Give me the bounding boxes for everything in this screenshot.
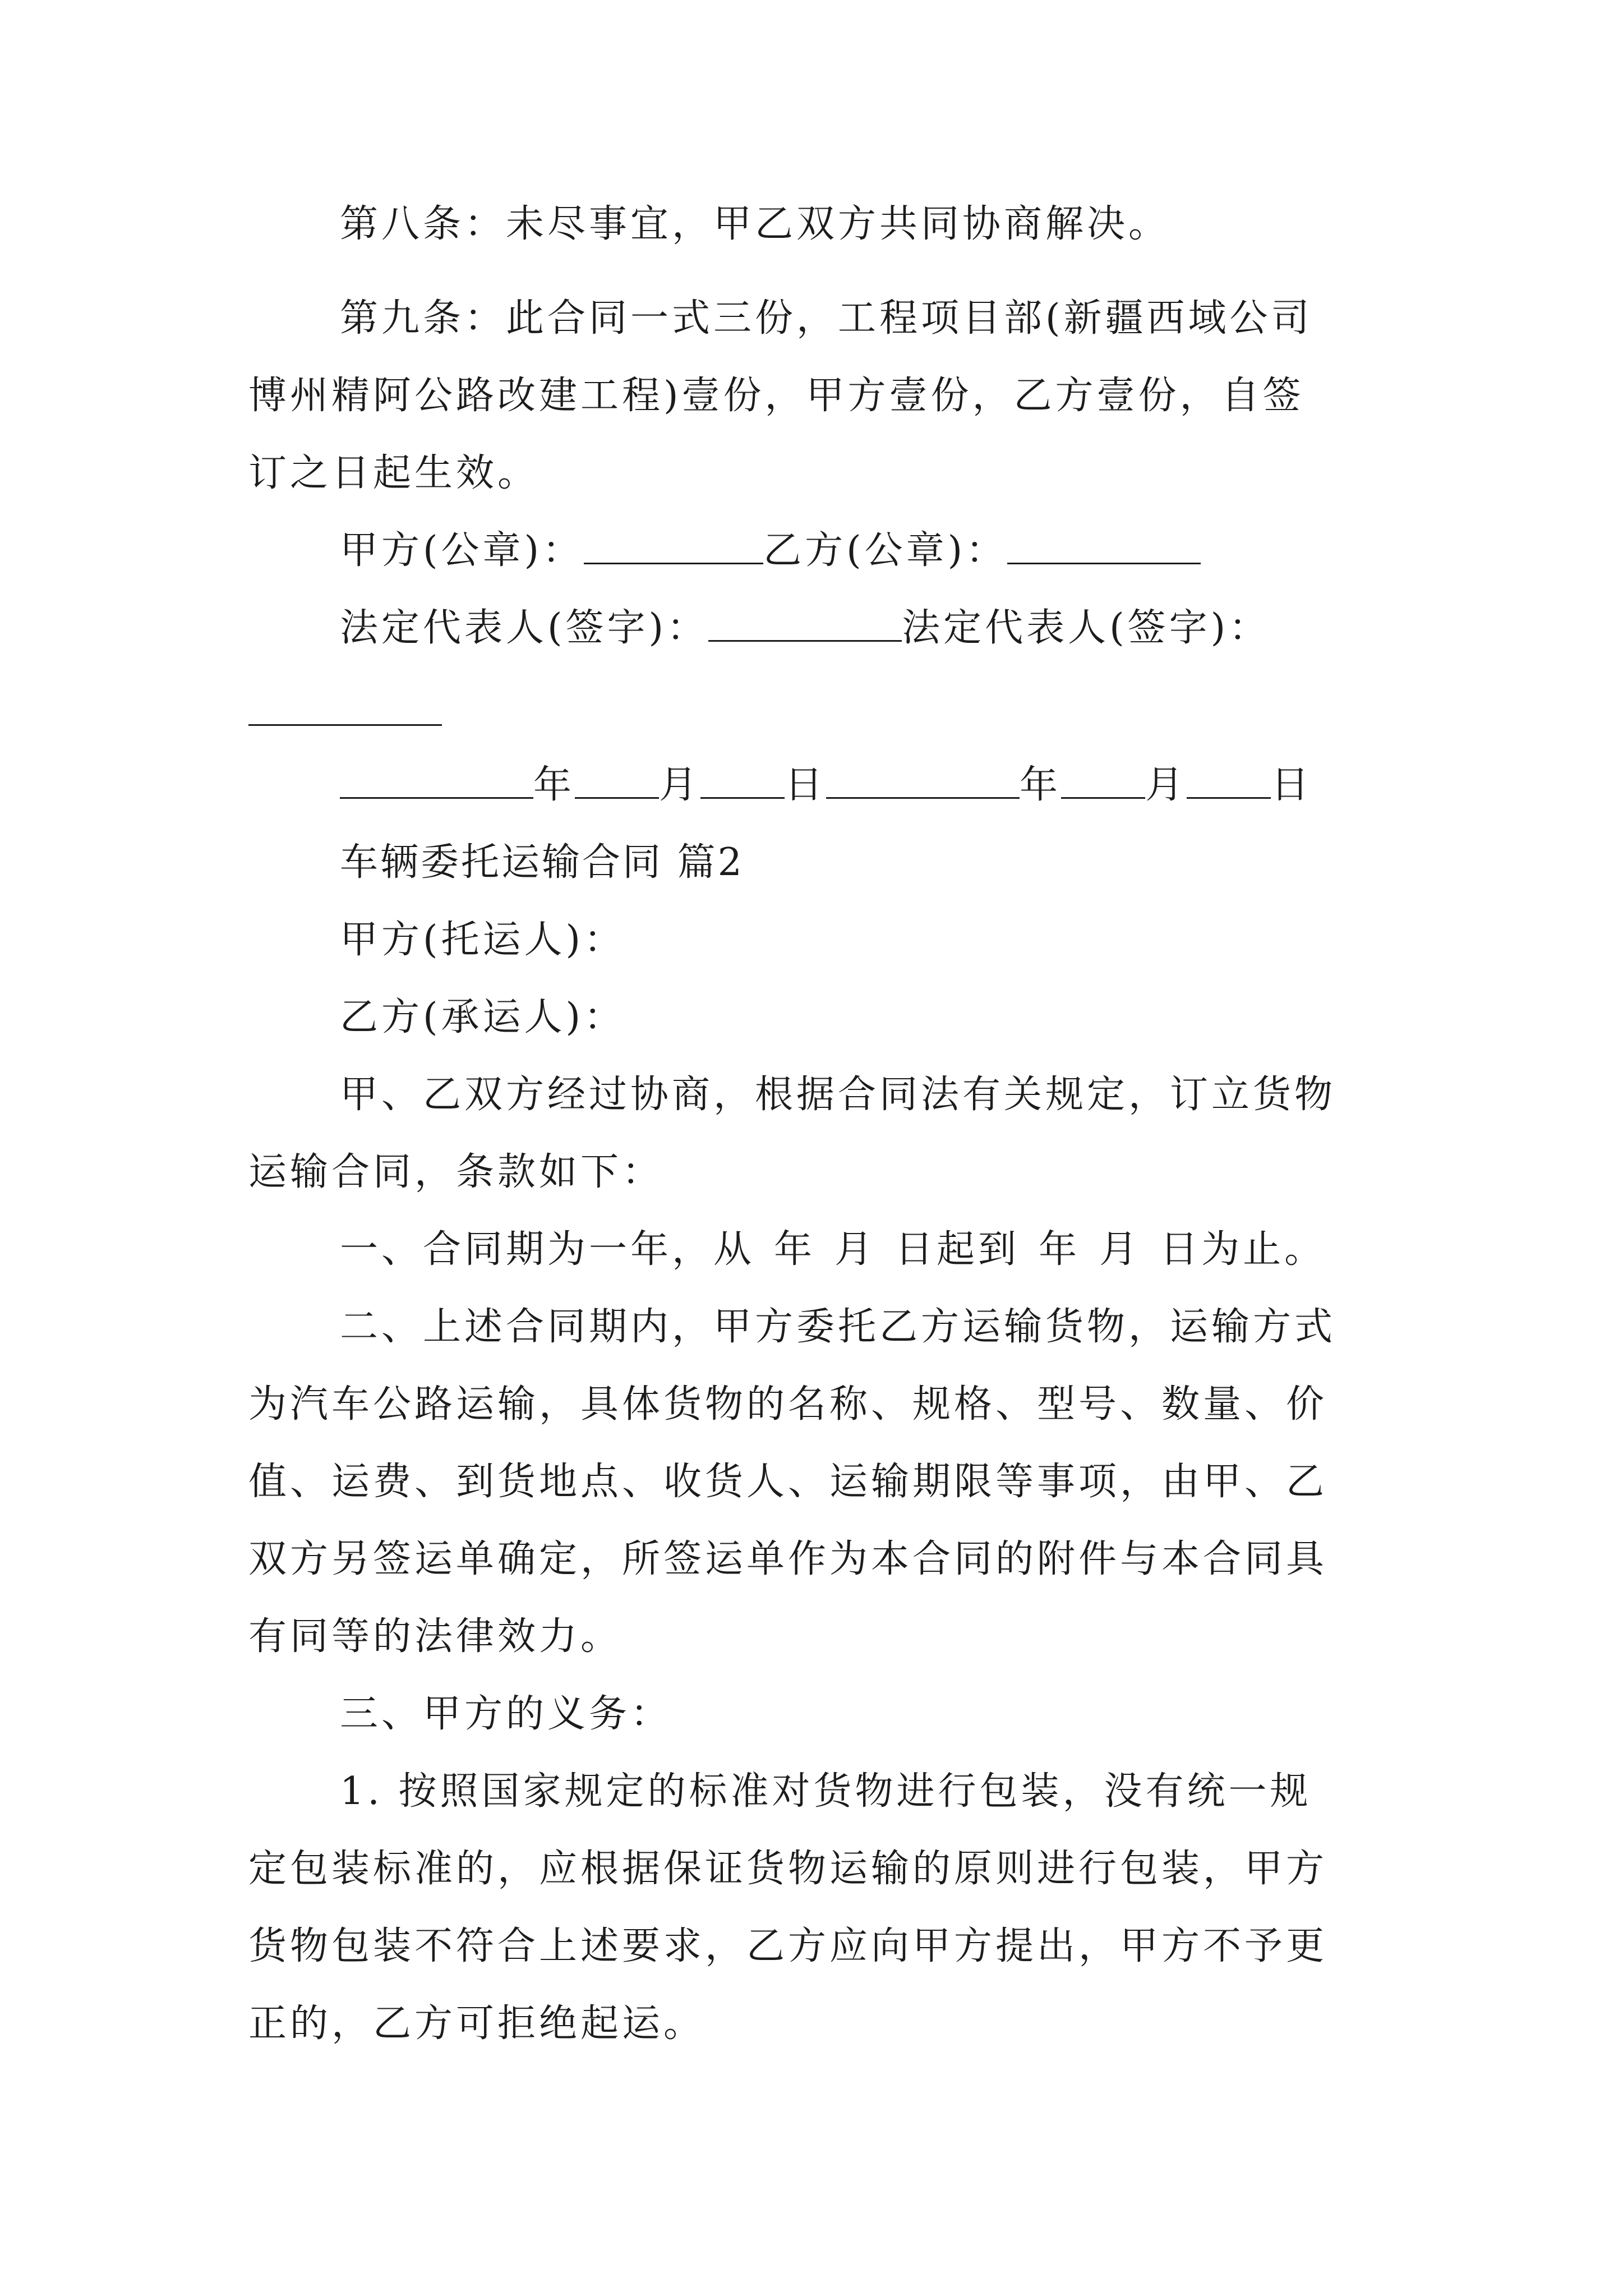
clause-3-1-line-4: 正的，乙方可拒绝起运。: [248, 2001, 706, 2046]
section-title: 车辆委托运输合同 篇2: [340, 840, 744, 885]
date-a-month-blank[interactable]: [575, 763, 659, 799]
clause-1-year-2: 年: [1039, 1227, 1081, 1272]
clause-1-start: 一、合同期为一年，从: [340, 1227, 755, 1272]
rep-signature-a-label: 法定代表人(签字)：: [340, 606, 709, 650]
date-b-year-blank[interactable]: [826, 763, 1020, 799]
date-b-year-label: 年: [1020, 763, 1062, 807]
party-a-label: 甲方(托运人)：: [340, 918, 626, 962]
date-b-month-label: 月: [1145, 763, 1187, 807]
seal-line: [340, 528, 1201, 573]
date-b-month-blank[interactable]: [1061, 763, 1145, 799]
clause-2-line-2: 为汽车公路运输，具体货物的名称、规格、型号、数量、价: [248, 1382, 1328, 1427]
rep-signature-b-blank[interactable]: [248, 724, 442, 726]
clause-1: [340, 1227, 1326, 1272]
seal-party-b-blank[interactable]: [1007, 529, 1201, 564]
rep-signature-a-blank[interactable]: [708, 606, 902, 642]
seal-party-b-label: 乙方(公章)：: [763, 528, 1008, 573]
clause-3-1-line-2: 定包装标准的，应根据保证货物运输的原则进行包装，甲方: [248, 1847, 1328, 1891]
date-line: [340, 763, 1312, 808]
clause-1-end: 日为止。: [1160, 1227, 1326, 1272]
intro-line-1: 甲、乙双方经过协商，根据合同法有关规定，订立货物: [340, 1073, 1336, 1117]
seal-party-a-blank[interactable]: [584, 529, 763, 564]
clause-1-from: 日起到: [895, 1227, 1020, 1272]
date-b-day-label: 日: [1271, 763, 1313, 807]
article-9-line-2: 博州精阿公路改建工程)壹份，甲方壹份，乙方壹份，自签: [248, 374, 1304, 418]
clause-2-line-3: 值、运费、到货地点、收货人、运输期限等事项，由甲、乙: [248, 1460, 1328, 1504]
clause-2-line-5: 有同等的法律效力。: [248, 1614, 623, 1659]
date-a-year-blank[interactable]: [340, 763, 533, 799]
clause-3-title: 三、甲方的义务：: [340, 1692, 672, 1736]
signature-line: [340, 606, 1270, 651]
clause-2-line-1: 二、上述合同期内，甲方委托乙方运输货物，运输方式: [340, 1305, 1336, 1349]
clause-3-1-line-3: 货物包装不符合上述要求，乙方应向甲方提出，甲方不予更: [248, 1924, 1328, 1968]
clause-2-line-4: 双方另签运单确定，所签运单作为本合同的附件与本合同具: [248, 1537, 1328, 1581]
date-a-day-blank[interactable]: [700, 763, 785, 799]
date-b-day-blank[interactable]: [1187, 763, 1271, 799]
party-b-label: 乙方(承运人)：: [340, 995, 626, 1039]
rep-signature-b-label: 法定代表人(签字)：: [902, 606, 1271, 650]
date-a-year-label: 年: [533, 763, 575, 807]
intro-line-2: 运输合同，条款如下：: [248, 1150, 664, 1194]
clause-1-month-2: 月: [1099, 1227, 1141, 1272]
clause-3-1-line-1: 1. 按照国家规定的标准对货物进行包装，没有统一规: [340, 1769, 1312, 1814]
article-8-text: 第八条：未尽事宜，甲乙双方共同协商解决。: [340, 202, 1170, 246]
seal-party-a-label: 甲方(公章)：: [340, 528, 584, 573]
date-a-day-label: 日: [785, 763, 827, 807]
article-9-line-3: 订之日起生效。: [248, 451, 540, 495]
date-a-month-label: 月: [659, 763, 701, 807]
article-9-line-1: 第九条：此合同一式三份，工程项目部(新疆西域公司: [340, 296, 1313, 341]
clause-1-month-1: 月: [834, 1227, 877, 1272]
clause-1-year-1: 年: [774, 1227, 816, 1272]
